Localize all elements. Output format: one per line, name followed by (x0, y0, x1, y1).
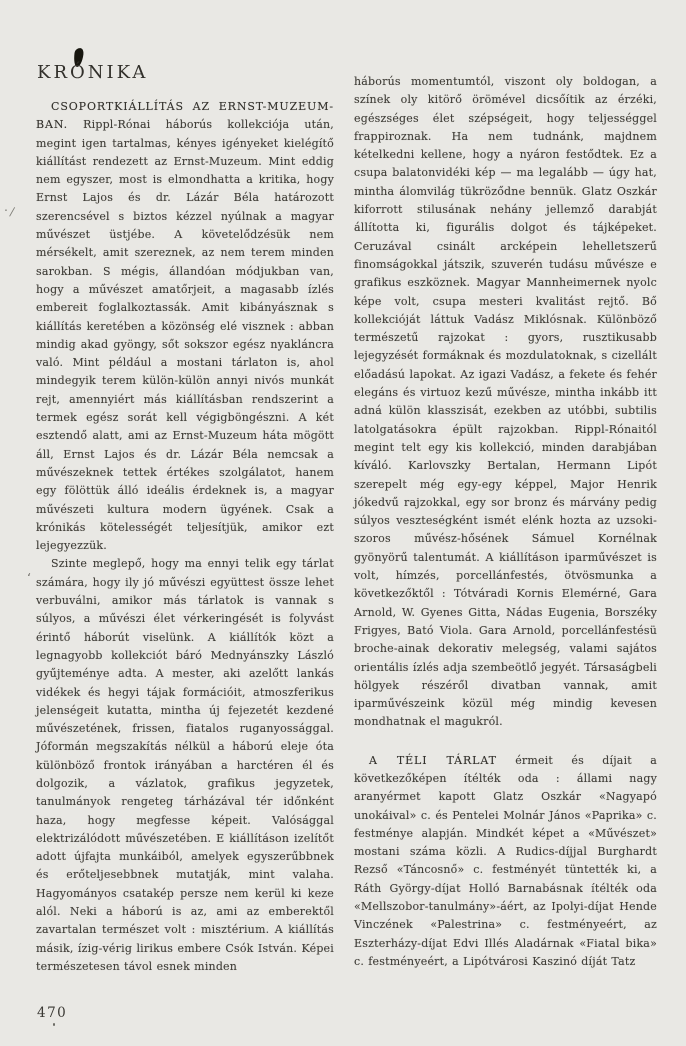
paragraph (354, 752, 657, 972)
paragraph-lead: CSOPORTKIÁLLÍTÁS AZ ERNST-MUZEUM-BAN. (36, 100, 334, 132)
paragraph-text: háborús momentumtól, viszont oly boldogan, a színek oly kitörő örömével dicsőítik az érzéki, egészséges élet szépségeit, hogy teljességgel frappiroznak. Ha nem tudnánk, majdnem kételkedni kellene, hogy a nyáron festődtek. Ez a csupa balatonvidéki kép — ma legalább — úgy hat, mintha álomvilág tükröződne bennük. Glatz Oszkár kiforrott stilusának nehány jellemző darabját állította ki, figurális dolgot és tájképeket. Ceruzával csinált arcképein lehelletszerű finomságokkal játszik, szuverén tudásu művésze e grafikus eszköznek. Magyar Mannheimernek nyolc képe volt, csupa mesteri kvalitást rejtő. Bő kollekcióját láttuk Vadász Miklósnak. Különböző természetű rajzokat : gyors, rusztikusabb lejegyzését formáknak és mozdulatoknak, s cizellált előadású lapokat. Az igazi Vadász, a fekete és fehér elegáns és virtuoz kezű művésze, mintha inkább itt adná külön klasszisát, ezekben az utóbbi, subtilis latolgatásokra épült rajzokban. Rippl-Rónaitól megint telt egy kis kollekció, minden darabjában kíváló. Karlovszky Bertalan, Hermann Lipót szerepelt még egy-egy képpel, Major Henrik jókedvű rajzokkal, egy sor bronz és márvány pedig súlyos veszteségként ismét elénk hozta az uzsoki-szoros művész-hősének Sámuel Kornélnak gyönyörű talentumát. A kiállításon iparművészet is volt, hímzés, porcellánfestés, ötvösmunka a következőktől : Tótváradi Kornis Elemérné, Gara Arnold, W. Gyenes Gitta, Nádas Eugenia, Borszéky Frigyes, Bató Viola. Gara Arnold, porcellánfestésü broche-ainak dekorativ melegség, valami sajátos orientális ízlés adja szembeötlő jegyét. Társaságbeli hölgyek részéről divatban vannak, amit iparművészeink közül még mindig kevesen mondhatnak el magukról. (354, 75, 657, 729)
paragraph-text: érmeit és díjait a következőképen ítélték oda : állami nagy aranyérmet kapott Glatz Oszkár «Nagyapó unokáival» c. és Pentelei Molnár János «Paprika» c. festménye alapján. Mindkét képet a «Művészet» mostani száma közli. A Rudics-díjjal Burghardt Rezső «Táncosnő» c. festményét tüntették ki, a Ráth György-díjat Holló Barnabásnak ítélték oda «Mellszobor-tanulmány»-áért, az Ipolyi-díjat Hende Vinczének «Palestrina» c. festményeért, az Eszterházy-díjat Edvi Illés Aladárnak «Fiatal bika» c. festményeért, a Lipótvárosi Kaszinó díját Tatz (354, 753, 657, 968)
page-number: 470 (37, 1005, 68, 1021)
page-title: KRÓNIKA (37, 62, 149, 83)
paragraph (36, 555, 334, 976)
right-text-column (354, 73, 657, 971)
left-text-column (36, 98, 334, 976)
paragraph-lead: A TÉLI TÁRLAT (369, 753, 497, 767)
paragraph-text: Szinte meglepő, hogy ma ennyi telik egy tárlat számára, hogy ily jó művészi együttest össze lehet verbuválni, amikor más tárlatok is vannak s súlyos, a művészi élet vérkeringését is folyvást érintő háborút viselünk. A kiállítók közt a legnagyobb kollekciót báró Mednyánszky László gyűjteménye adta. A mester, aki azelőtt lankás vidékek és hegyi tájak formációit, atmoszferikus jelenségeit kutatta, mintha új fejezetét kezdené művészetének, frissen, fiatalos ruganyossággal. Jóformán megszakítás nélkül a háború eleje óta különböző frontok irányában a harctéren él és dolgozik, a vázlatok, grafikus jegyzetek, tanulmányok rengeteg tárházával tér időnként haza, hogy megfesse képeit. Valósággal elektrizálódott művészetében. E kiállításon izelítőt adott újfajta munkáiból, amelyek egyszerűbbnek és erőteljesebbnek mutatják, mint valaha. Hagyományos csatakép persze nem kerül ki keze alól. Neki a háború is az, ami az emberektől zavartalan természet volt : misztérium. A kiállítás másik, ízig-vérig lirikus embere Csók István. Képei természetesen távol esnek minden (36, 557, 334, 973)
paragraph (36, 98, 334, 555)
paragraph (354, 73, 657, 732)
ink-dot-mark (53, 1023, 55, 1026)
margin-pencil-mark: · / (2, 203, 16, 219)
paragraph-text: Rippl-Rónai háborús kollekciója után, megint igen tartalmas, kényes igényeket kielégítő kiállítást rendezett az Ernst-Muzeum. Mint eddig nem egyszer, most is elmondhatta a kritika, hogy Ernst Lajos és dr. Lázár Béla határozott szerencsével s biztos kézzel nyúlnak a magyar művészet üstjébe. A követelődzésük nem mérsékelt, amit szereznek, az nem terem minden sarokban. S mégis, állandóan módjukban van, hogy a művészet amatőrjeit, a magasabb ízlés embereit foglalkoztassák. Amit kibányásznak s kiállítás keretében a közönség elé visznek : abban mindig akad gyöngy, sőt sokszor egész nyakláncra való. Mint például a mostani tárlaton is, ahol mindegyik terem külön-külön annyi nivós munkát rejt, amennyiért más kiállításban rendszerint a termek egész sorát kell végigböngészni. A két esztendő alatt, ami az Ernst-Muzeum háta mögött áll, Ernst Lajos és dr. Lázár Béla nemcsak a művészeknek tettek értékes szolgálatot, hanem egy fölöttük álló ideális érdeknek is, a magyar művészeti kultura modern ügyének. Csak a krónikás kötelességét teljesítjük, amikor ezt lejegyezzük. (36, 118, 335, 553)
paragraph-pencil-tick: ʻ (27, 571, 31, 585)
